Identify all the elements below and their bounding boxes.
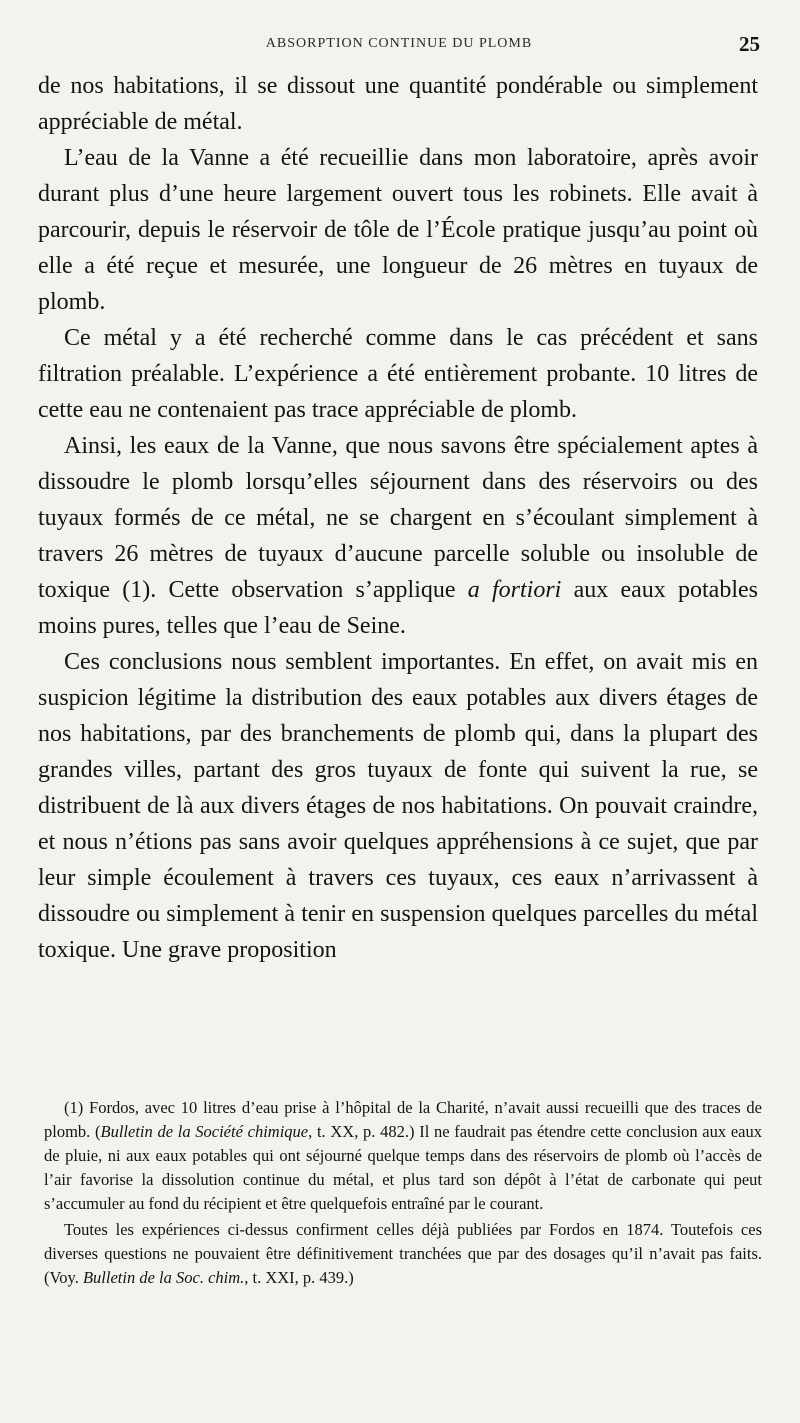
paragraph-continuation: de nos habitations, il se dissout une quantité pondérable ou simplement appréciable de métal. bbox=[38, 73, 758, 135]
paragraph-ainsi-text-2: aux eaux potables moins pures, telles que l’eau de Seine. bbox=[38, 577, 758, 639]
paragraph-metal-search: Ce métal y a été recherché comme dans le cas précédent et sans filtration préalable. L’expérience a été entièrement probante. 10 litres de cette eau ne contenaient pas trace appréciable de plomb. bbox=[38, 325, 758, 423]
footnotes bbox=[44, 1096, 762, 1290]
paragraph-vanne-water: L’eau de la Vanne a été recueillie dans mon laboratoire, après avoir durant plus d’une heure largement ouvert tous les robinets. Elle avait à parcourir, depuis le réservoir de tôle de l’École pratique jusqu’au point où elle a été reçue et mesurée, une longueur de 26 mètres en tuyaux de plomb. bbox=[38, 145, 758, 315]
paragraph-ainsi-italic: a fortiori bbox=[467, 577, 562, 603]
footnote-1-text-1: (1) Fordos, avec 10 litres d’eau prise à l’hôpital de la Charité, n’avait aussi recueilli que des traces de plomb. ( bbox=[44, 1098, 762, 1141]
running-head-title: ABSORPTION CONTINUE DU PLOMB bbox=[265, 36, 533, 51]
footnote-2 bbox=[44, 1218, 762, 1290]
paragraph-ainsi bbox=[38, 428, 758, 644]
page-number: 25 bbox=[739, 32, 760, 56]
paragraph-conclusions: Ces conclusions nous semblent importantes. En effet, on avait mis en suspicion légitime la distribution des eaux potables aux divers étages de nos habitations, par des branchements de plomb qui, dans la plupart des grandes villes, partant des gros tuyaux de fonte qui suivent la rue, se distribuent de là aux divers étages de nos habitations. On pouvait craindre, et nous n’étions pas sans avoir quelques appréhensions à ce sujet, que par leur simple écoulement à travers ces tuyaux, ces eaux n’arrivassent à dissoudre ou simplement à tenir en suspension quelques parcelles du métal toxique. Une grave proposition bbox=[38, 649, 758, 963]
footnote-2-text-2: , t. XXI, p. 439.) bbox=[244, 1268, 354, 1287]
footnote-1-italic: Bulletin de la Société chimique bbox=[100, 1122, 309, 1141]
footnote-1-text-2: , t. XX, p. 482.) Il ne faudrait pas étendre cette conclusion aux eaux de pluie, ni aux eaux potables qui ont séjourné quelque temps dans des réservoirs de plomb où l’accès de l’air favorise la dissolution continue du métal, et plus tard son dépôt à l’état de carbonate qui peut s’accumuler au fond du récipient et être quelquefois entraîné par le courant. bbox=[44, 1122, 762, 1213]
footnote-1 bbox=[44, 1096, 762, 1216]
body-text bbox=[38, 68, 758, 968]
paragraph-ainsi-text-1: Ainsi, les eaux de la Vanne, que nous savons être spécialement aptes à dissoudre le plomb lorsqu’elles séjournent dans des réservoirs ou des tuyaux formés de ce métal, ne se chargent en s’écoulant simplement à travers 26 mètres de tuyaux d’aucune parcelle soluble ou insoluble de toxique (1). Cette observation s’applique bbox=[38, 433, 758, 603]
running-head bbox=[38, 30, 760, 60]
footnote-2-text-1: Toutes les expériences ci-dessus confirment celles déjà publiées par Fordos en 1874. Toutefois ces diverses questions ne pouvaient être définitivement tranchées que par des dosages qu’il n’avait pas faits. (Voy. bbox=[44, 1220, 762, 1287]
footnote-2-italic: Bulletin de la Soc. chim. bbox=[82, 1268, 245, 1287]
